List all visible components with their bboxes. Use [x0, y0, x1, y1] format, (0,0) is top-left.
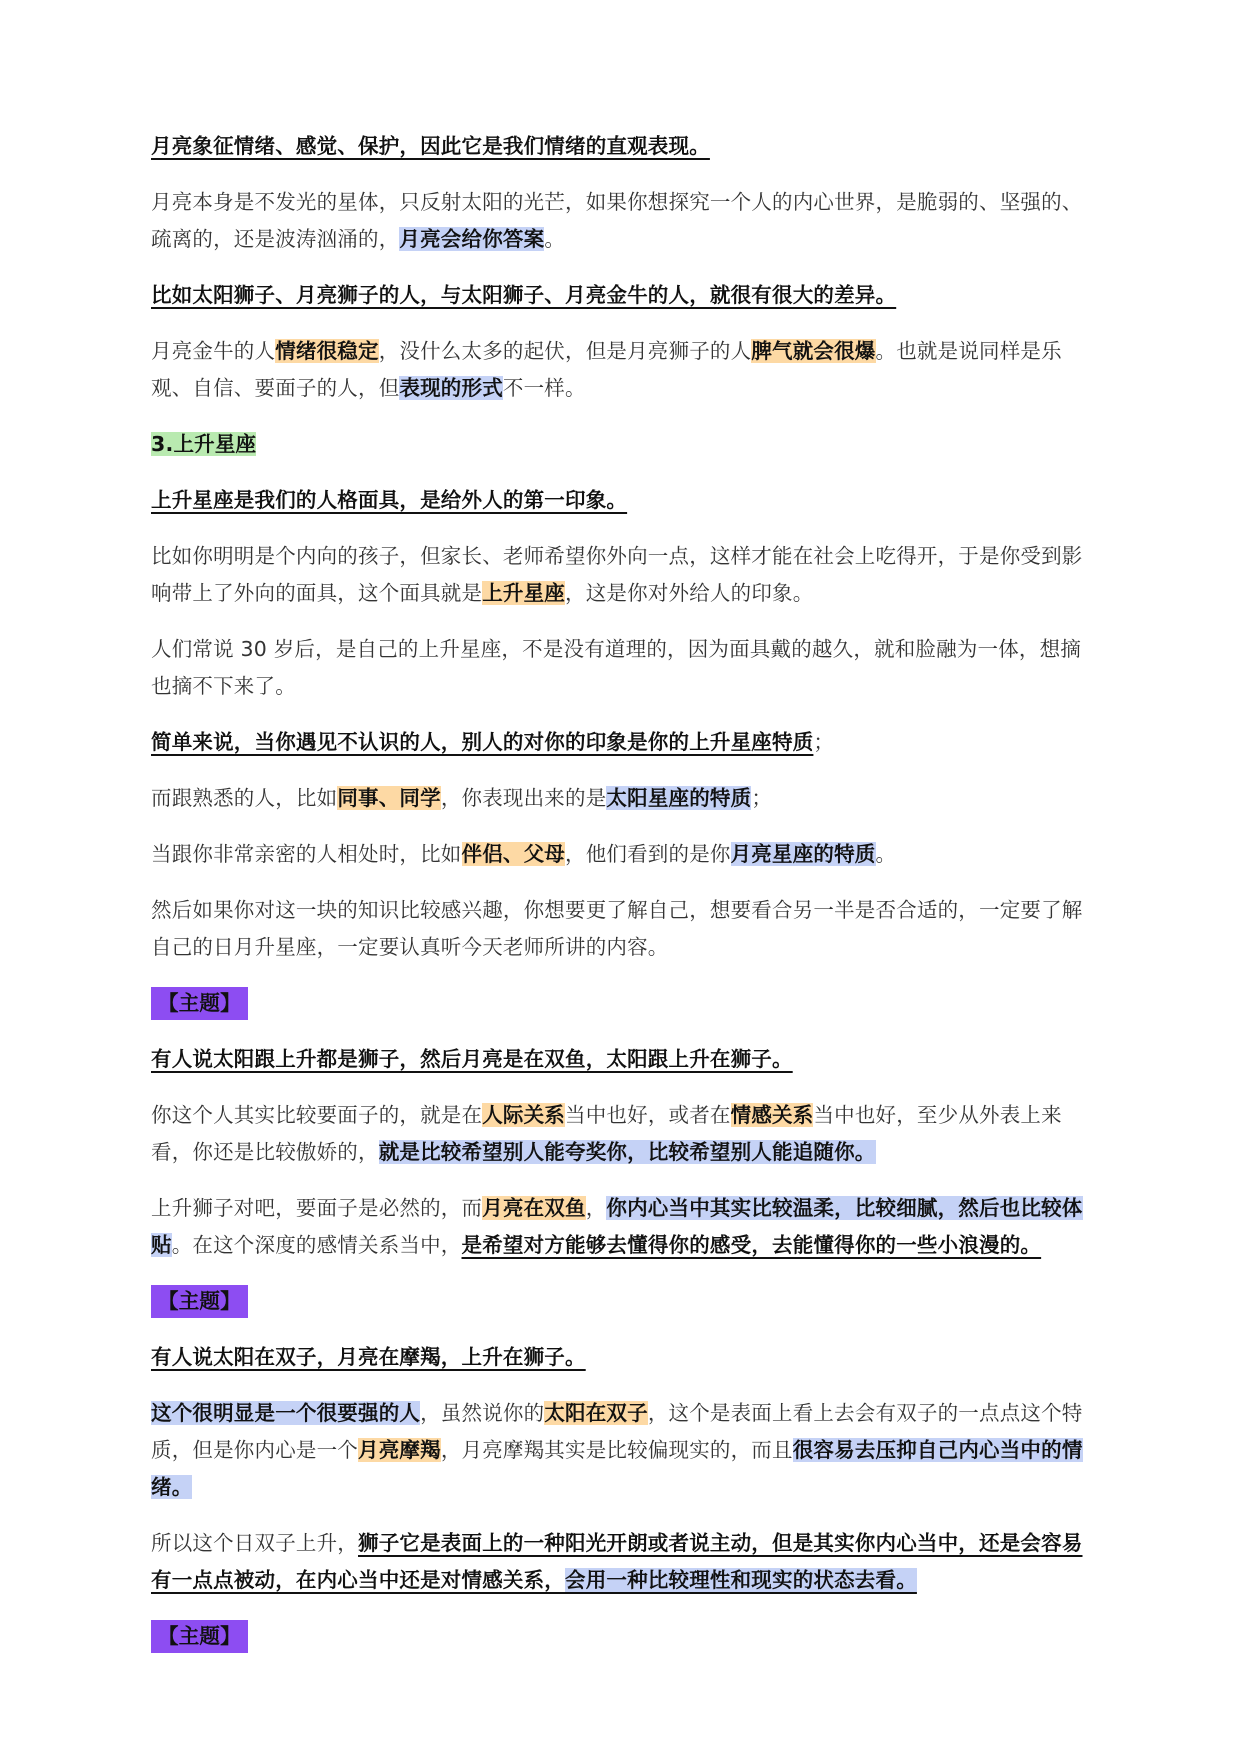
text: ，你表现出来的是 — [440, 786, 607, 810]
highlight-blue: 月亮会给你答案 — [399, 227, 545, 251]
underlined-statement: 月亮象征情绪、感觉、保护，因此它是我们情绪的直观表现。 — [151, 134, 710, 158]
text: 然后如果你对这一块的知识比较感兴趣，你想要更了解自己，想要看合另一半是否合适的，一定要了解自己的日月升星座，一定要认真听今天老师所讲的内容。 — [151, 898, 1083, 959]
paragraph-moon-body — [151, 184, 1099, 258]
topic-badge: 【主题】 — [151, 1285, 248, 1318]
text: 人们常说 30 岁后，是自己的上升星座，不是没有道理的，因为面具戴的越久，就和脸融为一体，想摘也摘不下来了。 — [151, 637, 1082, 698]
highlight-blue: 会用一种比较理性和现实的状态去看。 — [565, 1568, 917, 1592]
text: ，他们看到的是你 — [565, 842, 731, 866]
section-title-rising-sign — [151, 426, 1099, 463]
text: 月亮金牛的人 — [151, 339, 276, 363]
highlight-blue: 这个很明显是一个很要强的人 — [151, 1401, 421, 1425]
highlight-blue: 太阳星座的特质 — [606, 786, 752, 810]
highlight-blue: 很容易去压抑自己内心当中的情绪。 — [151, 1438, 1083, 1499]
highlight-orange: 情感关系 — [730, 1103, 814, 1127]
text: ； — [813, 730, 835, 754]
topic-badge: 【主题】 — [151, 1620, 248, 1653]
highlight-orange: 伴侣、父母 — [461, 842, 565, 866]
paragraph-rising-example — [151, 538, 1099, 612]
underlined-statement: 有人说太阳在双子，月亮在摩羯，上升在狮子。 — [151, 1345, 586, 1369]
topic-tag-3 — [151, 1618, 1099, 1655]
text: 。在这个深度的感情关系当中， — [171, 1233, 462, 1257]
underlined-statement: 有人说太阳跟上升都是狮子，然后月亮是在双鱼，太阳跟上升在狮子。 — [151, 1047, 793, 1071]
heading-leo-pisces — [151, 1041, 1099, 1078]
topic-badge: 【主题】 — [151, 987, 248, 1020]
text: 你这个人其实比较要面子的，就是在 — [151, 1103, 483, 1127]
paragraph-familiar-people — [151, 780, 1099, 817]
text: ，这是你对外给人的印象。 — [565, 581, 814, 605]
paragraph-simple-summary — [151, 724, 1099, 761]
underlined-statement: 简单来说，当你遇见不认识的人，别人的对你的印象是你的上升星座特质 — [151, 730, 814, 754]
highlight-blue: 就是比较希望别人能夸奖你，比较希望别人能追随你。 — [378, 1140, 876, 1164]
text: 当跟你非常亲密的人相处时，比如 — [151, 842, 462, 866]
highlight-orange: 同事、同学 — [337, 786, 441, 810]
text: 。也就是说同样是乐观、自信、要面子的人，但 — [151, 339, 1062, 400]
text: 所以这个日双子上升， — [151, 1531, 358, 1555]
text: 。 — [875, 842, 897, 866]
paragraph-moon-taurus — [151, 333, 1099, 407]
highlight-blue: 表现的形式 — [399, 376, 503, 400]
heading-moon-emotion — [151, 128, 1099, 165]
text: 比如你明明是个内向的孩子，但家长、老师希望你外向一点，这样才能在社会上吃得开，于是你受到影响带上了外向的面具，这个面具就是 — [151, 544, 1083, 605]
heading-rising-mask — [151, 482, 1099, 519]
heading-gemini-capricorn — [151, 1339, 1099, 1376]
heading-sun-leo-comparison — [151, 277, 1099, 314]
highlight-orange: 脾气就会很爆 — [751, 339, 876, 363]
paragraph-rising-30 — [151, 631, 1099, 705]
highlight-orange: 月亮在双鱼 — [482, 1196, 586, 1220]
paragraph-gemini-capricorn-2 — [151, 1525, 1099, 1599]
text: 当中也好，至少从外表上来看，你还是比较傲娇的， — [151, 1103, 1062, 1164]
underlined-statement: 是希望对方能够去懂得你的感受，去能懂得你的一些小浪漫的。 — [461, 1233, 1042, 1257]
text: 上升狮子对吧，要面子是必然的，而 — [151, 1196, 483, 1220]
highlight-orange: 人际关系 — [482, 1103, 566, 1127]
topic-tag-1 — [151, 985, 1099, 1022]
highlight-orange: 太阳在双子 — [544, 1401, 648, 1425]
text: ，虽然说你的 — [420, 1401, 545, 1425]
underlined-statement: 狮子它是表面上的一种阳光开朗或者说主动，但是其实你内心当中，还是会容易有一点点被动，在内心当中还是对情感关系， — [151, 1531, 1083, 1592]
section-label: 3.上升星座 — [151, 432, 257, 456]
text: 当中也好，或者在 — [565, 1103, 731, 1127]
highlight-orange: 情绪很稳定 — [275, 339, 379, 363]
highlight-blue: 月亮星座的特质 — [730, 842, 876, 866]
paragraph-learn-more — [151, 892, 1099, 966]
text: 而跟熟悉的人，比如 — [151, 786, 338, 810]
text: ； — [751, 786, 773, 810]
text: 不一样。 — [502, 376, 586, 400]
text: 。 — [544, 227, 566, 251]
paragraph-gemini-capricorn-1 — [151, 1395, 1099, 1506]
highlight-orange: 上升星座 — [482, 581, 566, 605]
underlined-statement: 比如太阳狮子、月亮狮子的人，与太阳狮子、月亮金牛的人，就很有很大的差异。 — [151, 283, 897, 307]
document-page — [151, 128, 1099, 1674]
paragraph-leo-pisces-2 — [151, 1190, 1099, 1264]
text: 月亮本身是不发光的星体，只反射太阳的光芒，如果你想探究一个人的内心世界，是脆弱的、坚强的、疏离的，还是波涛汹涌的， — [151, 190, 1083, 251]
underlined-statement: 上升星座是我们的人格面具，是给外人的第一印象。 — [151, 488, 628, 512]
text: ，月亮摩羯其实是比较偏现实的，而且 — [440, 1438, 793, 1462]
paragraph-close-people — [151, 836, 1099, 873]
highlight-orange: 月亮摩羯 — [358, 1438, 441, 1462]
highlight-blue: 你内心当中其实比较温柔，比较细腻，然后也比较体贴 — [151, 1196, 1083, 1257]
text: ，没什么太多的起伏，但是月亮狮子的人 — [378, 339, 752, 363]
text: ，这个是表面上看上去会有双子的一点点这个特质，但是你内心是一个 — [151, 1401, 1083, 1462]
text: ， — [585, 1196, 607, 1220]
paragraph-leo-pisces-1 — [151, 1097, 1099, 1171]
topic-tag-2 — [151, 1283, 1099, 1320]
